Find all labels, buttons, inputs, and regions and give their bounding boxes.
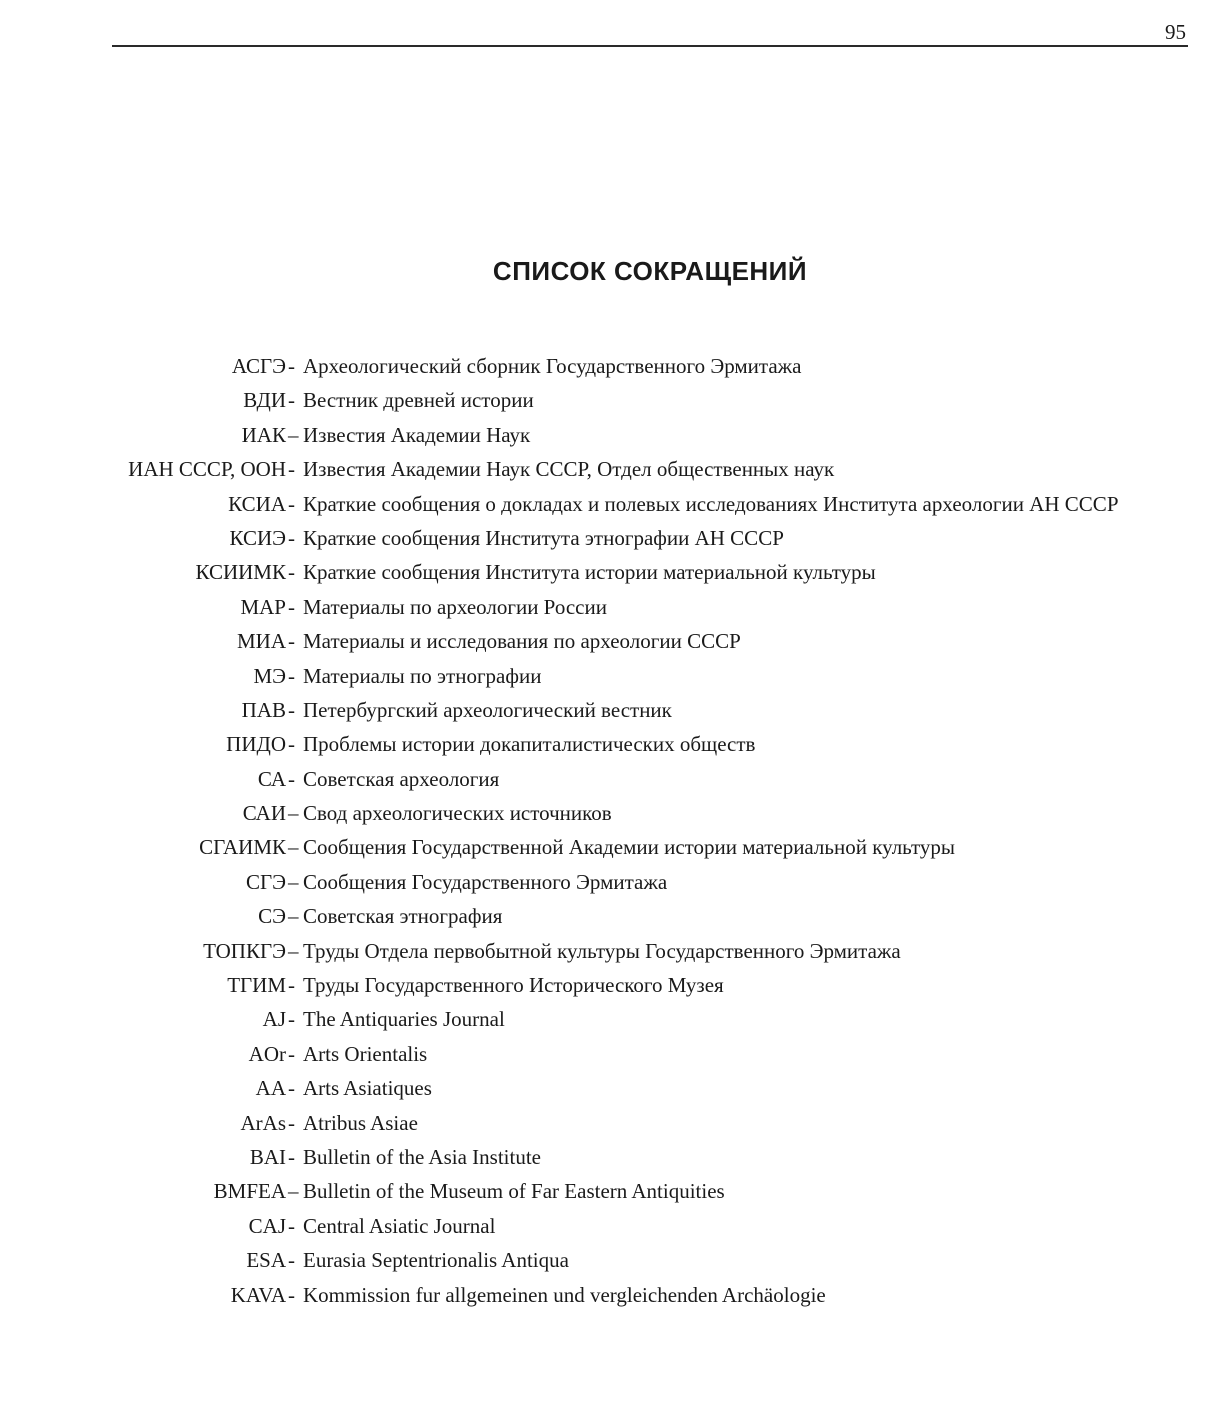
abbreviation-separator: - <box>288 732 295 757</box>
abbreviation-row <box>0 452 1224 486</box>
abbreviation-definition: Материалы по этнографии <box>303 663 542 688</box>
abbreviation-definition: Eurasia Septentrionalis Antiqua <box>303 1248 569 1273</box>
abbreviation-separator: - <box>288 1248 295 1273</box>
abbreviation-row <box>0 1037 1224 1071</box>
abbreviation-definition: Петербургский археологический вестник <box>303 697 672 722</box>
abbreviation-definition: Bulletin of the Asia Institute <box>303 1144 541 1169</box>
abbreviation-definition: Советская археология <box>303 766 500 791</box>
abbreviation-term: KAVA <box>230 1282 286 1307</box>
page-title: СПИСОК СОКРАЩЕНИЙ <box>492 256 808 286</box>
abbreviation-separator: – <box>288 801 299 826</box>
abbreviation-term: ПАВ <box>241 697 286 722</box>
abbreviation-row <box>0 934 1224 968</box>
abbreviation-row <box>0 555 1224 589</box>
abbreviation-term: КСИИМК <box>195 560 286 585</box>
abbreviation-term: САИ <box>242 801 286 826</box>
abbreviation-row <box>0 865 1224 899</box>
abbreviation-row <box>0 1209 1224 1243</box>
abbreviation-term: ESA <box>246 1248 286 1273</box>
abbreviation-definition: Труды Отдела первобытной культуры Государственного Эрмитажа <box>303 938 901 963</box>
abbreviation-definition: Вестник древней истории <box>303 388 534 413</box>
abbreviation-definition: Археологический сборник Государственного Эрмитажа <box>303 354 802 378</box>
abbreviation-row <box>0 1174 1224 1208</box>
abbreviation-definition: Сообщения Государственного Эрмитажа <box>303 869 668 894</box>
abbreviation-definition: Советская этнография <box>303 904 503 929</box>
abbreviation-row <box>0 624 1224 658</box>
abbreviation-definition: Краткие сообщения о докладах и полевых исследованиях Института археологии АН СССР <box>303 491 1119 516</box>
abbreviation-definition: Материалы по археологии России <box>303 594 607 619</box>
abbreviation-term: СЭ <box>258 904 286 929</box>
abbreviation-definition: Сообщения Государственной Академии истории материальной культуры <box>303 835 955 860</box>
abbreviation-separator: – <box>288 422 299 447</box>
abbreviation-definition: Краткие сообщения Института этнографии АН СССР <box>303 525 784 550</box>
abbreviation-row <box>0 487 1224 521</box>
abbreviation-definition: Известия Академии Наук СССР, Отдел общественных наук <box>303 457 835 482</box>
abbreviation-row <box>0 1071 1224 1105</box>
abbreviation-definition: Arts Asiatiques <box>303 1076 432 1101</box>
abbreviation-definition: Bulletin of the Museum of Far Eastern Antiquities <box>303 1179 725 1204</box>
abbreviation-term: AA <box>255 1076 286 1101</box>
abbreviation-term: КСИА <box>228 491 286 516</box>
abbreviation-list <box>0 349 1224 1312</box>
abbreviation-definition: Материалы и исследования по археологии СССР <box>303 629 741 654</box>
abbreviation-term: BAI <box>249 1144 286 1169</box>
abbreviation-separator: - <box>288 1282 295 1307</box>
abbreviation-separator: - <box>288 457 295 482</box>
abbreviation-separator: - <box>288 354 295 378</box>
abbreviation-definition: Краткие сообщения Института истории материальной культуры <box>303 560 876 585</box>
abbreviation-row <box>0 659 1224 693</box>
abbreviation-definition: Arts Orientalis <box>303 1041 428 1066</box>
abbreviation-term: ТОПКГЭ <box>203 938 286 963</box>
abbreviation-separator: – <box>288 835 299 860</box>
abbreviation-separator: - <box>288 388 295 413</box>
abbreviation-definition: The Antiquaries Journal <box>303 1007 505 1032</box>
abbreviation-row <box>0 418 1224 452</box>
abbreviation-term: АСГЭ <box>231 354 286 378</box>
abbreviation-definition: Свод археологических источников <box>303 801 612 826</box>
abbreviation-term: ArAs <box>240 1110 286 1135</box>
abbreviation-row <box>0 762 1224 796</box>
abbreviation-row <box>0 830 1224 864</box>
abbreviation-row <box>0 727 1224 761</box>
abbreviation-term: AOr <box>248 1041 286 1066</box>
abbreviation-separator: - <box>288 594 295 619</box>
abbreviation-term: ИАК <box>241 422 286 447</box>
abbreviation-term: AJ <box>262 1007 286 1032</box>
abbreviation-row <box>0 693 1224 727</box>
abbreviation-row <box>0 383 1224 417</box>
abbreviation-separator: - <box>288 629 295 654</box>
abbreviation-row <box>0 349 1224 383</box>
abbreviation-term: ПИДО <box>226 732 286 757</box>
abbreviation-row <box>0 1002 1224 1036</box>
abbreviation-definition: Central Asiatic Journal <box>303 1213 496 1238</box>
abbreviation-separator: – <box>288 869 299 894</box>
abbreviation-separator: - <box>288 697 295 722</box>
abbreviation-definition: Atribus Asiae <box>303 1110 418 1135</box>
abbreviation-row <box>0 1106 1224 1140</box>
abbreviation-term: МАР <box>240 594 286 619</box>
abbreviation-row <box>0 968 1224 1002</box>
abbreviation-separator: – <box>288 1179 299 1204</box>
abbreviation-term: ИАН СССР, ООН <box>128 457 286 482</box>
abbreviation-row <box>0 899 1224 933</box>
abbreviation-separator: - <box>288 1213 295 1238</box>
abbreviation-term: СГЭ <box>245 869 286 894</box>
abbreviation-row <box>0 590 1224 624</box>
abbreviation-term: ВДИ <box>243 388 286 413</box>
abbreviation-term: МИА <box>236 629 286 654</box>
abbreviation-separator: - <box>288 560 295 585</box>
abbreviation-separator: - <box>288 1076 295 1101</box>
page-number: 95 <box>1165 20 1186 44</box>
abbreviation-separator: - <box>288 1110 295 1135</box>
abbreviation-definition: Труды Государственного Исторического Музея <box>303 973 724 998</box>
abbreviation-term: CAJ <box>248 1213 286 1238</box>
abbreviation-term: КСИЭ <box>229 525 286 550</box>
abbreviation-row <box>0 1243 1224 1277</box>
abbreviation-definition: Проблемы истории докапиталистических обществ <box>303 732 756 757</box>
abbreviation-separator: - <box>288 1144 295 1169</box>
abbreviation-term: МЭ <box>253 663 286 688</box>
abbreviation-separator: - <box>288 766 295 791</box>
abbreviation-row <box>0 521 1224 555</box>
abbreviation-row <box>0 1278 1224 1312</box>
abbreviation-term: СА <box>257 766 286 791</box>
abbreviation-definition: Известия Академии Наук <box>303 422 531 447</box>
abbreviation-separator: – <box>288 938 299 963</box>
abbreviation-separator: - <box>288 525 295 550</box>
abbreviation-separator: – <box>288 904 299 929</box>
abbreviation-separator: - <box>288 1007 295 1032</box>
abbreviation-term: ТГИМ <box>227 973 286 998</box>
abbreviation-term: СГАИМК <box>199 835 286 860</box>
abbreviation-definition: Kommission fur allgemeinen und vergleichenden Archäologie <box>303 1282 826 1307</box>
abbreviation-separator: - <box>288 491 295 516</box>
header-rule <box>112 45 1188 47</box>
abbreviation-row <box>0 796 1224 830</box>
abbreviation-separator: - <box>288 663 295 688</box>
abbreviation-row <box>0 1140 1224 1174</box>
abbreviation-term: BMFEA <box>213 1179 286 1204</box>
abbreviation-separator: - <box>288 1041 295 1066</box>
abbreviation-separator: - <box>288 973 295 998</box>
